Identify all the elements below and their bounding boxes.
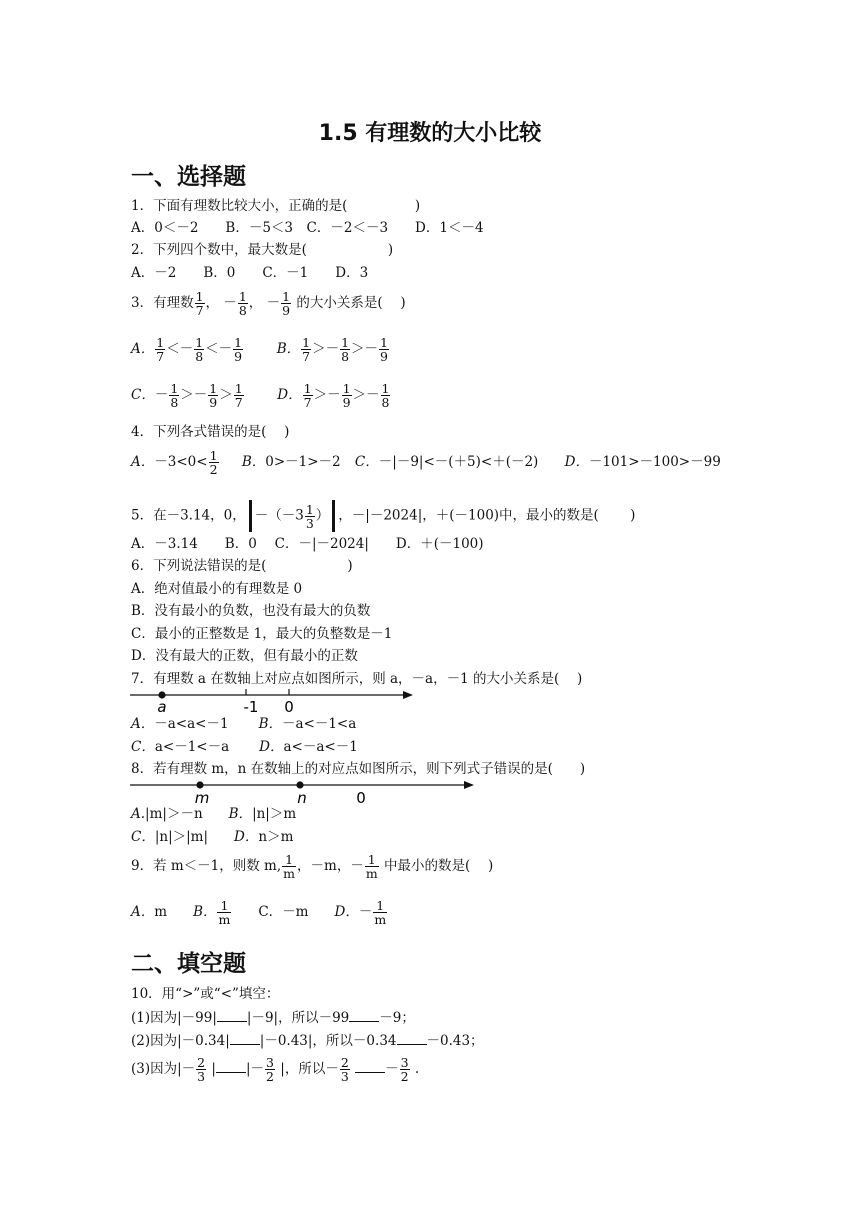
number-line-q7 <box>128 686 418 714</box>
question-3-options-cd: C．－ $\frac{1}{8}$ ＞－ $\frac{1}{9}$ ＞ $\frac{1}{7}$ D． $\frac{1}{7}$ ＞－ $\frac{1}{9}$ ＞－ $\frac{1}{8}$ <box>131 381 390 410</box>
answer-blank[interactable] <box>397 1032 427 1045</box>
absolute-value-bar-left <box>249 500 252 532</box>
question-5-options: A．－3.14 B．0 C．－|－2024| D．＋(－100) <box>131 536 484 552</box>
question-6-option-a: A．绝对值最小的有理数是 0 <box>131 581 303 597</box>
question-10-line-3: (3)因为|－ $\frac{2}{3}$ | |－ $\frac{3}{2}$ |，所以－ $\frac{2}{3}$ － $\frac{3}{2}$ . <box>131 1055 420 1084</box>
question-6-option-b: B．没有最小的负数，也没有最大的负数 <box>131 603 371 619</box>
number-line-q8 <box>128 776 478 806</box>
point-n <box>296 781 303 788</box>
section-heading-choice: 一、选择题 <box>131 164 246 190</box>
answer-blank[interactable] <box>349 1009 379 1022</box>
question-8-options-ab: A.|m|＞－n B．|n|＞m <box>131 806 297 822</box>
question-10-stem: 10．用“>”或“<”填空： <box>131 986 280 1002</box>
answer-blank[interactable] <box>217 1009 247 1022</box>
question-6-option-c: C．最小的正整数是 1，最大的负整数是－1 <box>131 626 393 642</box>
question-9-options: A．m B． $\frac{1}{m}$ C．－m D．－ $\frac{1}{m}$ <box>131 898 387 927</box>
question-4-stem: 4．下列各式错误的是( ) <box>131 424 290 440</box>
question-2-stem: 2．下列四个数中，最大数是( ) <box>131 242 394 258</box>
question-1-stem: 1．下面有理数比较大小，正确的是( ) <box>131 198 421 214</box>
label-minus-one: -1 <box>243 698 259 714</box>
absolute-value-bar-right <box>332 500 335 532</box>
question-6-stem: 6．下列说法错误的是( ) <box>131 558 353 574</box>
point-m <box>196 781 203 788</box>
question-8-options-cd: C．|n|＞|m| D．n＞m <box>131 829 294 845</box>
question-8-stem: 8．若有理数 m，n 在数轴上的对应点如图所示，则下列式子错误的是( ) <box>131 761 586 777</box>
question-6-option-d: D．没有最大的正数，但有最小的正数 <box>131 648 358 664</box>
question-2-options: A．－2 B．0 C．－1 D．3 <box>131 265 369 281</box>
section-heading-fill: 二、填空题 <box>131 951 246 977</box>
fraction: $\frac{1}{9}$ <box>282 289 291 318</box>
fraction: $\frac{1}{7}$ <box>195 289 204 318</box>
answer-blank[interactable] <box>230 1032 260 1045</box>
label-n: n <box>297 789 307 806</box>
question-10-line-2: (2)因为|－0.34| |－0.43|，所以－0.34 －0.43； <box>131 1033 484 1049</box>
answer-blank[interactable] <box>216 1060 246 1073</box>
question-3-stem: 3．有理数 $\frac{1}{7}$ ， － $\frac{1}{8}$ ， － $\frac{1}{9}$ 的大小关系是( ) <box>131 289 406 318</box>
question-5-stem: 5．在－3.14，0， －（－3 $\frac{1}{3}$ ） ，－|－2024|，＋(－100)中，最小的数是( ) <box>131 501 636 531</box>
question-1-options: A．0＜－2 B．－5＜3 C．－2＜－3 D．1＜－4 <box>131 220 484 236</box>
question-7-options-ab: A．－a<a<－1 B．－a<－1<a <box>131 716 357 732</box>
question-10-line-1: (1)因为|－99| |－9|，所以－99 －9； <box>131 1010 415 1026</box>
question-9-stem: 9．若 m＜－1，则数 m, $\frac{1}{m}$ ，－m，－ $\frac{1}{m}$ 中最小的数是( ) <box>131 852 494 881</box>
question-7-stem: 7．有理数 a 在数轴上对应点如图所示，则 a，－a，－1 的大小关系是( ) <box>131 671 583 687</box>
label-zero: 0 <box>356 789 366 806</box>
question-3-options-ab: A． $\frac{1}{7}$ ＜－ $\frac{1}{8}$ ＜－ $\frac{1}{9}$ B． $\frac{1}{7}$ ＞－ $\frac{1}{8}$ ＞－ $\frac{1}{9}$ <box>131 335 388 364</box>
fraction: $\frac{1}{8}$ <box>238 289 247 318</box>
question-7-options-cd: C．a<－1<－a D．a<－a<－1 <box>131 739 358 755</box>
label-m: m <box>194 789 210 806</box>
answer-blank[interactable] <box>355 1060 385 1073</box>
page-title: 1.5 有理数的大小比较 <box>318 121 542 146</box>
label-zero: 0 <box>284 698 294 714</box>
label-a: a <box>157 698 167 714</box>
question-4-options: A．－3<0< $\frac{1}{2}$ B．0>－1>－2 C．－|－9|<－(＋5)<＋(－2) D．－101>－100>－99 <box>131 448 721 477</box>
